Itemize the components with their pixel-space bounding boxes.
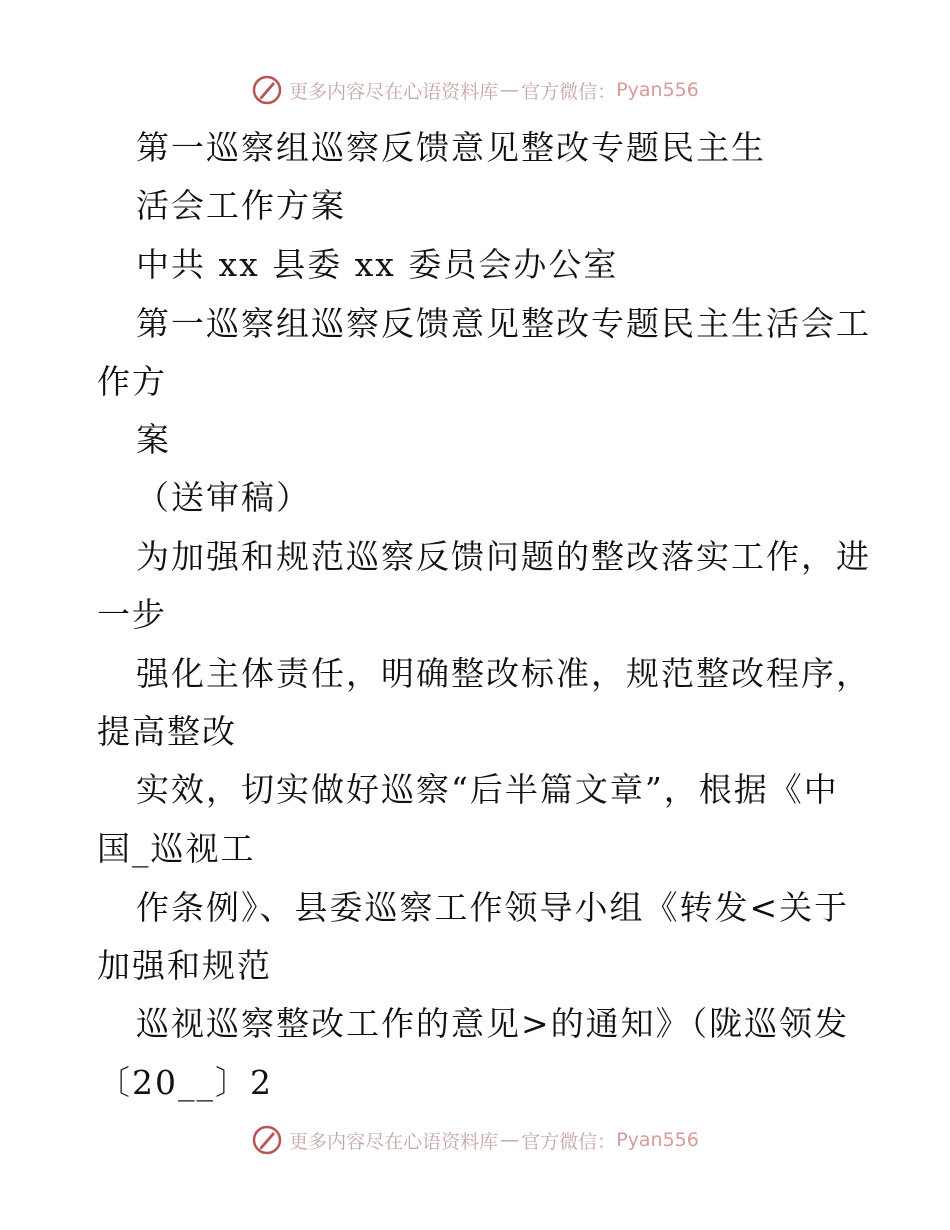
- doc-issuer-line: 中共 xx 县委 xx 委员会办公室: [136, 245, 619, 284]
- doc-line: 作方: [97, 362, 167, 401]
- doc-line: 强化主体责任，明确整改标准，规范整改程序，: [136, 654, 871, 693]
- watermark-text: 更多内容尽在心语资料库: [289, 80, 499, 103]
- doc-title-line-1: 第一巡察组巡察反馈意见整改专题民主生: [136, 128, 766, 167]
- watermark-account-label: 官方微信：: [521, 80, 617, 103]
- doc-line: 实效，切实做好巡察“后半篇文章”，根据《中: [136, 770, 839, 809]
- watermark-footer: [0, 1120, 950, 1160]
- doc-draft-label: （送审稿）: [136, 478, 311, 517]
- watermark-separator: —: [500, 79, 520, 101]
- doc-title-line-2: 活会工作方案: [136, 186, 346, 225]
- doc-line: 〔20__〕2: [97, 1063, 273, 1102]
- doc-line: 加强和规范: [97, 946, 272, 985]
- doc-line: 第一巡察组巡察反馈意见整改专题民主生活会工: [136, 304, 871, 343]
- doc-line: 为加强和规范巡察反馈问题的整改落实工作，进: [136, 537, 871, 576]
- doc-line: 国_巡视工: [97, 829, 256, 868]
- watermark-account: Pyan556: [616, 1129, 699, 1151]
- watermark-text: 更多内容尽在心语资料库: [289, 1130, 499, 1153]
- watermark-header: [0, 70, 950, 110]
- quill-pen-logo-icon: [251, 1124, 283, 1156]
- watermark-account: Pyan556: [616, 79, 699, 101]
- doc-line: 巡视巡察整改工作的意见>的通知》（陇巡领发: [136, 1004, 850, 1043]
- doc-line: 作条例》、县委巡察工作领导小组《转发<关于: [136, 888, 850, 927]
- doc-line: 一步: [97, 595, 167, 634]
- watermark-separator: —: [500, 1129, 520, 1151]
- doc-line: 案: [136, 420, 171, 459]
- doc-line: 提高整改: [97, 712, 237, 751]
- watermark-account-label: 官方微信：: [521, 1130, 617, 1153]
- quill-pen-logo-icon: [251, 74, 283, 106]
